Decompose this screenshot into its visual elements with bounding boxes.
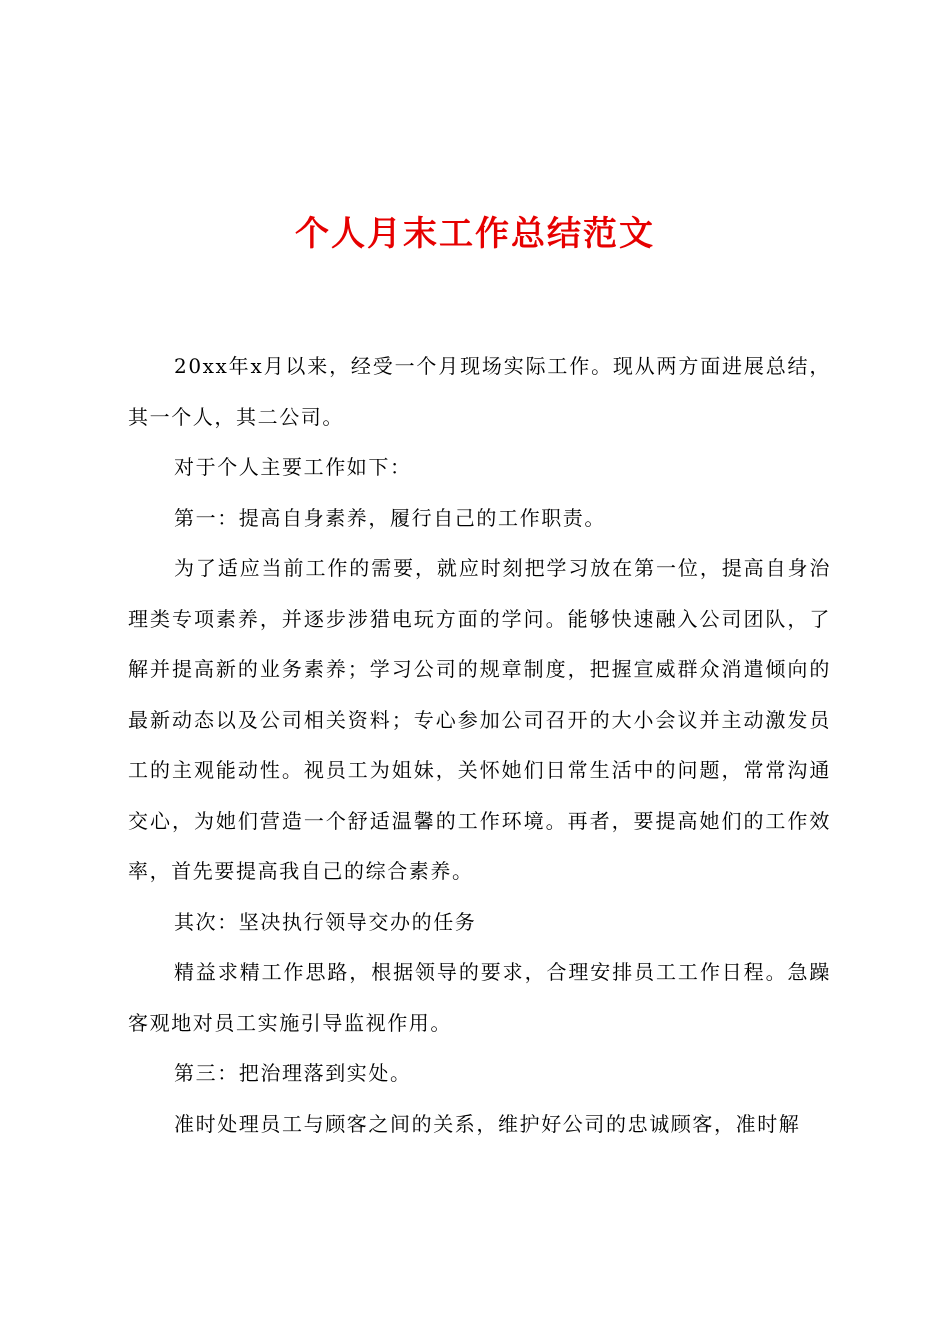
paragraph-intro: 20xx年x月以来，经受一个月现场实际工作。现从两方面进展总结，其一个人，其二公司。 — [128, 354, 831, 429]
paragraph-first-point: 第一：提高自身素养，履行自己的工作职责。 — [174, 505, 606, 530]
paragraph-second-point: 其次：坚决执行领导交办的任务 — [174, 909, 477, 934]
paragraph-second-point-detail: 精益求精工作思路，根据领导的要求，合理安排员工工作日程。急躁客观地对员工实施引导监视作用。 — [128, 960, 831, 1035]
document-body — [128, 341, 831, 1149]
document-title: 个人月末工作总结范文 — [295, 214, 655, 254]
paragraph-personal-work-heading: 对于个人主要工作如下： — [174, 455, 412, 479]
paragraph-third-point-detail: 准时处理员工与顾客之间的关系，维护好公司的忠诚顾客，准时解 — [174, 1111, 801, 1136]
paragraph-third-point: 第三：把治理落到实处。 — [174, 1061, 412, 1085]
paragraph-first-point-detail: 为了适应当前工作的需要，就应时刻把学习放在第一位，提高自身治理类专项素养，并逐步涉猎电玩方面的学问。能够快速融入公司团队，了解并提高新的业务素养；学习公司的规章制度，把握宣威群众消遣倾向的最新动态以及公司相关资料；专心参加公司召开的大小会议并主动激发员工的主观能动性。视员工为姐妹，关怀她们日常生活中的问题，常常沟通交心，为她们营造一个舒适温馨的工作环境。再者，要提高她们的工作效率，首先要提高我自己的综合素养。 — [128, 556, 831, 883]
